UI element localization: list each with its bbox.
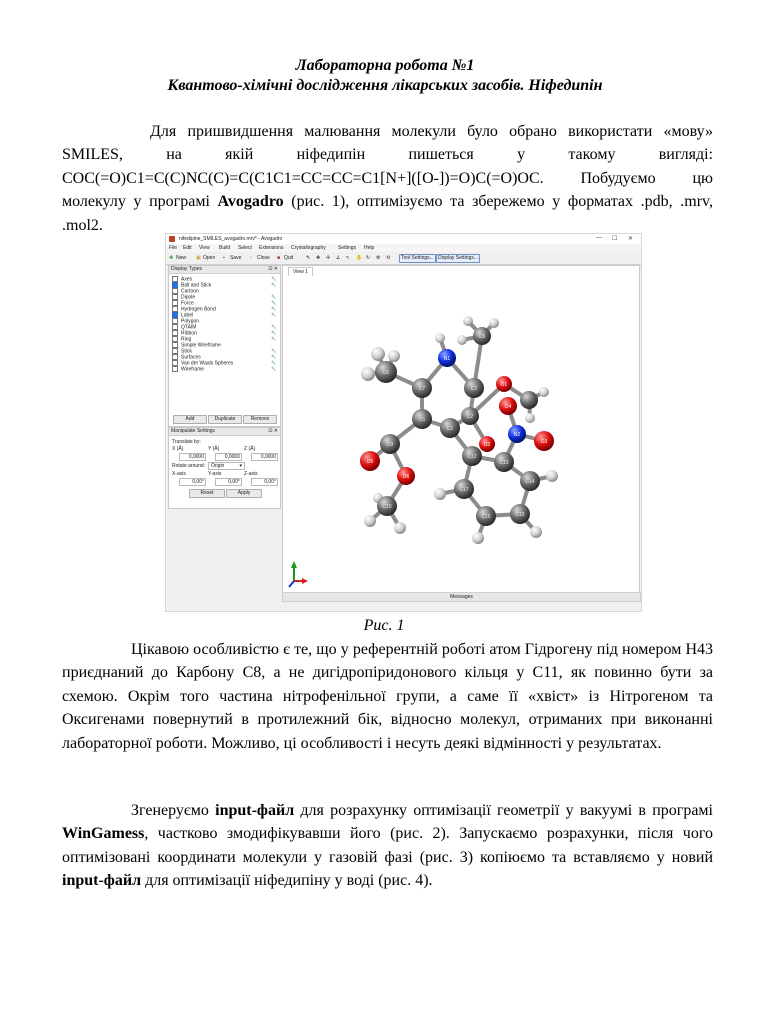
atom-h[interactable] [394,522,406,534]
rotate-tool-icon[interactable]: ↻ [366,255,371,261]
atom-h[interactable] [530,526,542,538]
z-axis-label: Z-axis [244,471,258,477]
display-type-label: Simple Wireframe [181,342,221,349]
rotate-x-input[interactable]: 0,00° [179,478,206,486]
atom-label: C14 [525,479,535,485]
doc-subtitle: Квантово-хімічні дослідження лікарських засобів. Ніфедипін [167,77,603,94]
wrench-icon[interactable]: 🔧 [271,294,276,299]
apply-button[interactable]: Apply [226,489,262,498]
wrench-icon[interactable]: 🔧 [271,354,276,359]
main-toolbar [166,252,641,265]
atom-h[interactable] [539,387,549,397]
atom-label: O5 [366,459,374,465]
menu-extensions[interactable]: Extensions [259,245,284,251]
rotate-around-value: Origin [211,463,225,469]
paragraph-3-run: input-файл [215,802,295,819]
atom-label: N1 [443,356,451,362]
paragraph-1-run: Avogadro [217,193,284,211]
atom-label: C12 [467,454,477,460]
atom-h[interactable] [525,413,535,423]
wrench-icon[interactable]: 🔧 [271,336,276,341]
display-types-header [169,266,280,274]
close-button[interactable]: Close [257,255,270,261]
menu-build[interactable]: Build [219,245,231,251]
atom-h[interactable] [472,532,484,544]
quit-icon: ■ [277,255,281,261]
rotate-around-label: Rotate around: [172,463,206,469]
display-settings-button[interactable]: Display Settings... [438,255,479,261]
manipulate-panel-close-icon[interactable]: ⊡ ✕ [268,428,278,434]
reset-button[interactable]: Reset [189,489,225,498]
paragraph-3-run: для оптимізації ніфедипіну у воді (рис. 4). [141,872,433,890]
atom-c[interactable] [520,391,538,409]
translate-x-input[interactable]: 0,0000 [179,453,206,461]
auto-rotate-icon[interactable]: ⟲ [386,255,391,261]
paragraph-1-run: (рис. 1), оптимізуємо та збережемо у форматах .pdb, .mrv, .mol2. [62,193,714,234]
new-button[interactable]: New [176,255,187,261]
axes-indicator-icon [289,561,308,587]
auto-optimize-icon[interactable]: ⚙ [376,255,381,261]
atom-h[interactable] [434,488,446,500]
atom-label: O1 [500,382,508,388]
atom-label: O2 [483,442,491,448]
translate-y-input[interactable]: 0,0000 [215,453,242,461]
remove-display-type-button[interactable]: Remove [243,415,277,424]
paragraph-3-run: WinGamess [62,825,145,843]
atom-label: O4 [504,404,512,410]
wrench-icon[interactable]: 🔧 [271,366,276,371]
save-icon: ▪ [223,255,225,261]
display-type-label: Surfaces [181,354,201,361]
display-type-label: Force [181,300,194,307]
minimize-icon[interactable]: — [596,235,602,241]
paragraph-3 [62,799,713,893]
atom-label: C17 [459,487,469,493]
paragraph-3-run: , частково змодифікувавши його (рис. 2). Запускаємо розрахунки, після чого оптимізовані координати молекули у газовій фазі (рис. 3) копіюємо та вставляємо у новий [62,825,713,866]
doc-title: Лабораторна робота №1 [295,57,475,74]
menu-help[interactable]: Help [364,245,375,251]
paragraph-3-run: input-файл [62,872,142,890]
display-type-label: Van der Waals Spheres [181,360,234,367]
draw-tool-icon[interactable]: ✎ [306,255,311,261]
display-type-label: Stick [181,348,192,355]
menu-bar [166,244,641,252]
atom-label: C10 [382,504,392,510]
wrench-icon[interactable]: 🔧 [271,306,276,311]
atom-label: O3 [540,439,548,445]
menu-view[interactable]: View [199,245,210,251]
atom-h[interactable] [371,347,385,361]
window-title: nifedipine_SMILES_avogadro.mrv* - Avogadro [179,236,283,242]
atom-label: C8 [478,334,486,340]
z-angstrom-label: Z (Å) [244,446,256,452]
molecule-render[interactable] [282,276,638,591]
display-type-label: Cartoon [181,288,199,295]
wrench-icon[interactable]: 🔧 [271,330,276,335]
display-type-label: Wireframe [181,366,205,373]
save-button[interactable]: Save [230,255,242,261]
atom-h[interactable] [435,333,445,343]
wrench-icon[interactable]: 🔧 [271,312,276,317]
menu-edit[interactable]: Edit [183,245,192,251]
atom-h[interactable] [364,515,376,527]
maximize-icon[interactable]: ☐ [612,236,618,242]
paragraph-1-run: Для пришвидшення малювання молекули було обрано використати «мову» SMILES, на якій ніфедипін пишеться у такому вигляді: COC(=O)C1=C(C)NC(C)=C(C1C1=CC=CC=C1[N+]([O-])=O)C(=O)OC. Побудуємо цю молекулу у програмі [62,123,713,211]
bond-centric-icon[interactable]: ✢ [326,255,331,261]
menu-file[interactable]: File [169,245,178,251]
atom-label: C16 [481,514,491,520]
y-angstrom-label: Y (Å) [208,446,220,452]
window-titlebar [166,234,641,244]
select-tool-icon[interactable]: ↖ [346,255,351,261]
wrench-icon[interactable]: 🔧 [271,324,276,329]
wrench-icon[interactable]: 🔧 [271,282,276,287]
tool-settings-button[interactable]: Tool Settings... [401,255,434,261]
atom-label: C15 [515,512,525,518]
paragraph-1 [62,120,713,237]
translate-by-label: Translate by: [172,439,201,445]
atom-h[interactable] [457,335,467,345]
x-angstrom-label: X (Å) [172,446,184,452]
add-display-type-button[interactable]: Add [173,415,207,424]
wrench-icon[interactable]: 🔧 [271,276,276,281]
display-type-label: Axes [181,276,193,283]
navigate-tool-icon[interactable]: ✥ [316,255,321,261]
display-type-label: Polygon [181,318,200,325]
atom-label: O6 [402,474,410,480]
wrench-icon[interactable]: 🔧 [271,348,276,353]
close-file-icon: ▫ [250,255,252,261]
display-type-label: Ribbon [181,330,197,337]
atom-h[interactable] [463,316,473,326]
translate-z-input[interactable]: 0,0000 [251,453,278,461]
atom-label: C5 [418,417,426,423]
menu-crystallography[interactable]: Crystallography [291,245,326,251]
wrench-icon[interactable]: 🔧 [271,360,276,365]
atom-label: C3 [470,386,478,392]
quit-button[interactable]: Quit [284,255,294,261]
menu-settings[interactable]: Settings [338,245,357,251]
atom-label: C13 [499,460,509,466]
chevron-down-icon: ▾ [239,463,242,469]
measure-tool-icon[interactable]: ∠ [336,255,341,261]
atom-h[interactable] [361,367,375,381]
manipulate-settings-title: Manipulate Settings [171,428,215,434]
display-types-panel [168,265,281,427]
open-icon: ▣ [196,255,201,261]
rotate-z-input[interactable]: 0,00° [251,478,278,486]
avogadro-logo-icon [169,236,175,242]
paragraph-2-text: Цікавою особливістю є те, що у референтній роботі атом Гідрогену під номером H43 приєднаний до Карбону C8, а не дигідропіридонового кільця у С11, як повинно бути за схемою. Окрім того частина нітрофенільної групи, а саме її «хвіст» із Нітрогеном та Оксигенами повернутий в протилежний бік, відносно молекул, отриманих при виконанні лабораторної роботи. Можливо, ці особливості і несуть деякі відмінності у результатах. [62,641,713,752]
atom-label: C9 [386,442,394,448]
atom-label: C2 [466,414,474,420]
display-type-label: QTAIM [181,324,197,331]
atom-h[interactable] [546,470,558,482]
close-icon[interactable]: ✕ [628,236,634,242]
figure-caption: Рис. 1 [363,617,405,634]
atom-h[interactable] [388,350,400,362]
manipulate-tool-icon[interactable]: ✋ [356,255,363,261]
messages-bar[interactable]: Messages [282,592,641,602]
atom-h[interactable] [489,318,499,328]
duplicate-display-type-button[interactable]: Duplicate [208,415,242,424]
open-button[interactable]: Open [203,255,216,261]
display-type-label: Hydrogen Bond [181,306,216,313]
paragraph-3-text [62,799,713,893]
manipulate-settings-panel [168,427,281,509]
panel-close-icon[interactable]: ⊡ ✕ [268,266,278,272]
wrench-icon[interactable]: 🔧 [271,300,276,305]
display-type-label: Label [181,312,194,319]
avogadro-screenshot [165,233,642,612]
rotate-around-select[interactable] [208,462,245,470]
display-types-title: Display Types [171,266,203,272]
paragraph-3-run: Згенеруємо [131,802,216,819]
atom-label: C7 [418,386,426,392]
paragraph-2 [62,638,713,755]
display-type-item[interactable] [172,366,204,372]
display-type-label: Ball and Stick [181,282,212,289]
display-type-label: Ring [181,336,192,343]
display-type-checkbox[interactable] [172,366,178,372]
atom-label: N2 [513,432,521,438]
rotate-y-input[interactable]: 0,00° [215,478,242,486]
y-axis-label: Y-axis [208,471,222,477]
menu-select[interactable]: Select [238,245,252,251]
atoms-group [360,316,558,544]
manipulate-settings-header [169,428,280,436]
display-type-label: Dipole [181,294,196,301]
tab-view-1[interactable]: View 1 [288,267,313,276]
new-icon: ✚ [169,255,174,261]
atom-label: C6 [382,370,390,376]
paragraph-3-run: для розрахунку оптимізації геометрії у вакуумі в програмі [294,802,713,819]
paragraph-1-text [62,120,713,237]
atom-label: C1 [446,426,454,432]
x-axis-label: X-axis [172,471,186,477]
